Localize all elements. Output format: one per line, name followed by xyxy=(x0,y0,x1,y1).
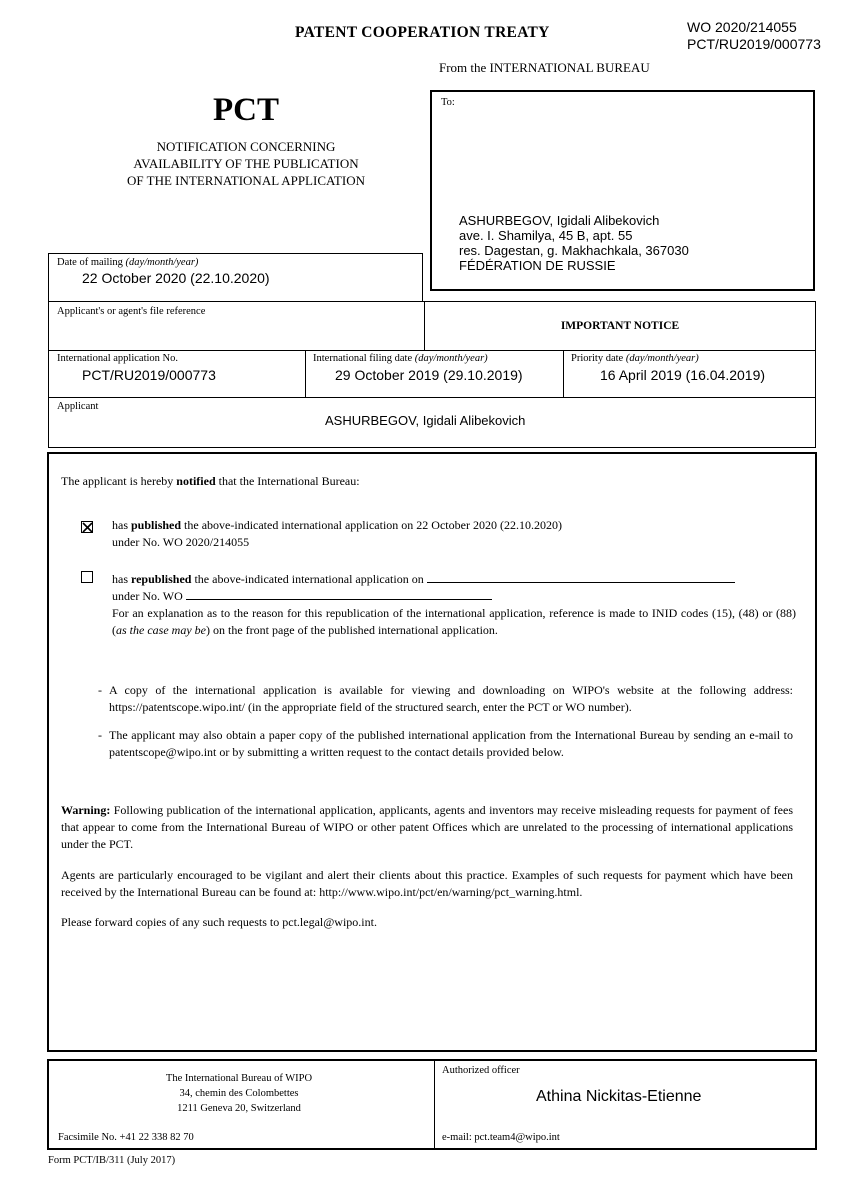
bureau-address xyxy=(129,1071,349,1116)
file-reference-label: Applicant's or agent's file reference xyxy=(57,306,206,317)
published-checkbox[interactable] xyxy=(81,521,93,533)
application-info-table xyxy=(48,301,816,448)
pct-heading: PCT xyxy=(213,92,279,128)
mailing-date-label xyxy=(57,257,198,268)
opt1-bold: published xyxy=(131,518,182,532)
intro-pre: The applicant is hereby xyxy=(61,474,177,488)
filing-date-label xyxy=(313,353,488,364)
opt1-post: the above-indicated international application on 22 October 2020 (22.10.2020) xyxy=(181,518,562,532)
application-number: PCT/RU2019/000773 xyxy=(687,36,821,52)
priority-date-value: 16 April 2019 (16.04.2019) xyxy=(600,367,766,383)
from-line: From the INTERNATIONAL BUREAU xyxy=(439,60,650,75)
application-number-label: International application No. xyxy=(57,353,179,364)
bullet-paper-copy-text: The applicant may also obtain a paper copy of the published international application from the International Bureau by sending an e-mail to patentscope@wipo.int or by submitting a written request to the contact details provided below. xyxy=(109,728,793,759)
title-block xyxy=(70,90,422,189)
mailing-date-label-format: (day/month/year) xyxy=(125,257,199,268)
application-number-value: PCT/RU2019/000773 xyxy=(82,367,216,383)
mailing-date-label-text: Date of mailing xyxy=(57,257,123,268)
bullet-dash: - xyxy=(98,683,102,697)
addressee-street: ave. I. Shamilya, 45 B, apt. 55 xyxy=(459,228,633,243)
expl-b: ) on the front page of the published international application. xyxy=(205,623,498,637)
expl-italic: as the case may be xyxy=(116,623,206,637)
intro-text xyxy=(61,474,360,489)
priority-date-label-text: Priority date xyxy=(571,353,624,364)
republication-explanation xyxy=(112,605,796,639)
title-line-3: OF THE INTERNATIONAL APPLICATION xyxy=(127,173,365,188)
officer-email: e-mail: pct.team4@wipo.int xyxy=(442,1132,560,1143)
expl-a: For an explanation as to the reason for this republication of the international application, reference is made to INID codes (15), (48) or (88) ( xyxy=(112,606,796,637)
opt2-post: the above-indicated international application on xyxy=(191,572,427,586)
warning-label: Warning: xyxy=(61,803,111,817)
addressee-city: res. Dagestan, g. Makhachkala, 367030 xyxy=(459,243,689,258)
authorized-officer-label: Authorized officer xyxy=(442,1065,520,1076)
option-republished-line1 xyxy=(112,571,796,588)
bureau-city: 1211 Geneva 20, Switzerland xyxy=(177,1103,301,1114)
mailing-date-value: 22 October 2020 (22.10.2020) xyxy=(82,270,270,286)
bureau-name: The International Bureau of WIPO xyxy=(165,1073,313,1084)
opt2-bold: republished xyxy=(131,572,192,586)
bureau-street: 34, chemin des Colombettes xyxy=(179,1088,299,1099)
warning-paragraph xyxy=(61,802,793,853)
to-label: To: xyxy=(441,97,455,108)
addressee-name: ASHURBEGOV, Igidali Alibekovich xyxy=(459,213,660,228)
intro-bold: notified xyxy=(176,474,216,488)
title-line-1: NOTIFICATION CONCERNING xyxy=(156,139,336,154)
filing-date-value: 29 October 2019 (29.10.2019) xyxy=(335,367,523,383)
opt2-line2: under No. WO xyxy=(112,589,186,603)
agents-paragraph: Agents are particularly encouraged to be vigilant and alert their clients about this practice. Examples of such requests for payment which have been received by the International Bureau can be found at: http://www.wipo.int/pct/en/warning/pct_warning.html. xyxy=(61,868,793,899)
addressee-address xyxy=(459,213,689,273)
filing-date-label-text: International filing date xyxy=(313,353,413,364)
treaty-title: PATENT COOPERATION TREATY xyxy=(295,24,550,41)
republish-date-blank[interactable] xyxy=(427,571,735,583)
opt1-pre: has xyxy=(112,518,131,532)
option-republished xyxy=(112,571,796,639)
option-published-line2: under No. WO 2020/214055 xyxy=(112,535,250,549)
bullet-patentscope-text: A copy of the international application is available for viewing and downloading on WIPO's website at the following address: https://patentscope.wipo.int/ (in the appropriate field of the structured search, enter the PCT or WO number). xyxy=(109,683,793,714)
opt2-pre: has xyxy=(112,572,131,586)
republish-number-blank[interactable] xyxy=(186,588,492,600)
republished-checkbox[interactable] xyxy=(81,571,93,583)
bullet-paper-copy xyxy=(98,727,793,761)
form-identifier: Form PCT/IB/311 (July 2017) xyxy=(48,1155,176,1166)
addressee-box xyxy=(430,90,815,291)
footer-box xyxy=(47,1059,817,1150)
applicant-value: ASHURBEGOV, Igidali Alibekovich xyxy=(325,413,526,428)
filing-date-label-format: (day/month/year) xyxy=(414,353,488,364)
document-numbers xyxy=(687,19,821,53)
authorized-officer-name: Athina Nickitas-Etienne xyxy=(536,1088,702,1105)
bullet-dash: - xyxy=(98,728,102,742)
bullet-patentscope xyxy=(98,682,793,716)
publication-number: WO 2020/214055 xyxy=(687,19,797,35)
checkmark-x-icon xyxy=(82,522,94,534)
option-published-line1 xyxy=(112,517,562,534)
priority-date-label-format: (day/month/year) xyxy=(625,353,699,364)
title-line-2: AVAILABILITY OF THE PUBLICATION xyxy=(133,156,359,171)
applicant-label: Applicant xyxy=(57,401,99,412)
mailing-date-box xyxy=(48,253,423,302)
warning-text: Following publication of the international application, applicants, agents and inventors may receive misleading requests for payment of fees that appear to come from the International Bureau of WIPO or other patent Offices which are unrelated to the processing of international applications under the PCT. xyxy=(61,803,793,851)
addressee-country: FÉDÉRATION DE RUSSIE xyxy=(459,258,616,273)
notification-body xyxy=(47,452,817,1052)
intro-post: that the International Bureau: xyxy=(215,474,360,488)
forward-paragraph: Please forward copies of any such requests to pct.legal@wipo.int. xyxy=(61,915,377,929)
important-notice: IMPORTANT NOTICE xyxy=(560,320,680,332)
priority-date-label xyxy=(571,353,699,364)
option-republished-line2 xyxy=(112,588,796,605)
option-published xyxy=(112,517,562,551)
facsimile: Facsimile No. +41 22 338 82 70 xyxy=(58,1132,194,1143)
